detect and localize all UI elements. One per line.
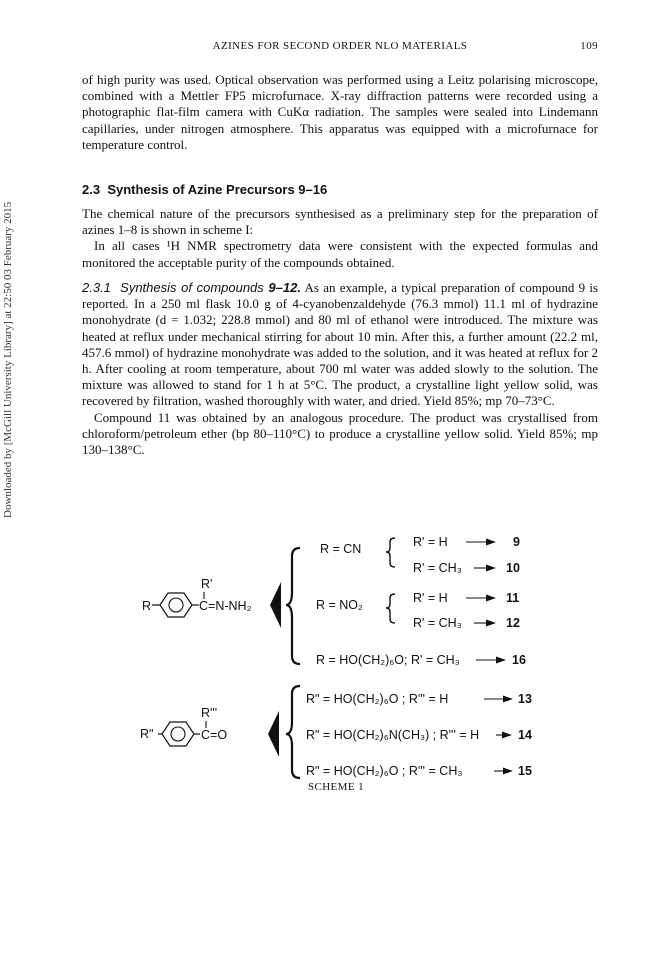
hydrazone-structure [142,577,281,628]
arrowhead-icon [270,582,281,628]
arrow-icon [486,539,496,546]
running-title: AZINES FOR SECOND ORDER NLO MATERIALS [212,40,468,52]
arrow-icon [486,620,496,627]
compound-16: 16 [512,653,526,667]
compound-13: 13 [518,692,532,706]
section-title: Synthesis of Azine Precursors 9–16 [107,182,328,197]
download-watermark: Downloaded by [McGill University Library] at 22:50 03 February 2015 [2,201,14,519]
page-number: 109 [580,40,598,52]
arrow-icon [503,696,513,703]
compound-11: 11 [506,591,520,605]
label-k1: R" = HO(CH₂)₆O ; R''' = H [306,692,449,706]
paragraph-text: Compound 11 was obtained by an analogous procedure. The product was crystallised from chloroform/petroleum ether (bp 80–110°C) to produce a crystalline yellow solid. Yield 85%; mp 130–138°C. [82,409,598,458]
paragraph-text: As an example, a typical preparation of compound 9 is reported. In a 250 ml flask 10.0 g of 4-cyanobenzaldehyde (76.3 mmol) 11.1 ml of hydrazine monohydrate (d = 1.032; 228.8 mmol) and 80 ml of ethanol were introduced. The mixture was heated at reflux under mechanical stirring for about 10 min. After this, a further amount (22.2 ml, 457.6 mmol) of hydrazine monohydrate was added to the solution, and it was heated at reflux for 2 h. After cooling at room temperature, about 700 ml water was added slowly to the solution. The mixture was allowed to stand for 1 h at 5°C. The product, a crystalline light yellow solid, was recovered by filtration, washed thoroughly with water, and dried. Yield 85%; mp 70–73°C. [82,280,598,409]
hydrazone-rprime-label: R' [201,577,213,591]
hydrazone-group: C=N-NH₂ [199,599,252,613]
ketone-rtriple-label: R''' [201,706,218,720]
compound-12: 12 [506,616,520,630]
section-number: 2.3 [82,182,101,197]
paragraph-text: The chemical nature of the precursors synthesised as a preliminary step for the preparation of azines 1–8 is shown in scheme I: [82,206,598,238]
label-k2: R" = HO(CH₂)₆N(CH₃) ; R''' = H [306,728,480,742]
ketone-r-label: R" [140,727,154,741]
label-r-no2: R = NO₂ [316,598,363,612]
arrow-icon [486,595,496,602]
arrow-icon [496,657,506,664]
hydrazone-r-label: R [142,599,152,613]
benzene-ring-icon [162,722,194,746]
subsection-number: 2.3.1 [82,280,111,295]
label-no2-h: R' = H [413,591,448,605]
arrow-icon [486,565,496,572]
arrow-icon [502,732,512,739]
ketone-structure [140,706,279,757]
arrow-icon [503,768,513,775]
compound-15: 15 [518,764,532,778]
subsection-title: Synthesis of compounds [120,280,264,295]
paragraph-text: In all cases ¹H NMR spectrometry data were consistent with the expected formulas and monitored the acceptable purity of the compounds obtained. [82,238,598,270]
arrowhead-icon [268,711,279,757]
label-r-cn: R = CN [320,542,362,556]
group-brace [286,548,300,664]
subsection-compounds: 9–12. [268,280,301,295]
label-cn-h: R' = H [413,535,448,549]
label-r-hex: R = HO(CH₂)₆O; R' = CH₃ [316,653,460,667]
compound-14: 14 [518,728,532,742]
paragraph-text: of high purity was used. Optical observation was performed using a Leitz polarising microscope, combined with a Mettler FP5 microfurnace. X-ray diffraction patterns were recorded using a photographic flat-film camera with CuKα radiation. The samples were sealed into Lindemann capillaries, under nitrogen atmosphere. This apparatus was equipped with a microfurnace for temperature control. [82,72,598,152]
label-no2-me: R' = CH₃ [413,616,462,630]
compound-9: 9 [513,535,520,549]
group-brace [286,686,300,778]
label-k3: R" = HO(CH₂)₆O ; R''' = CH₃ [306,764,463,778]
benzene-ring-icon [160,593,192,617]
compound-10: 10 [506,561,520,575]
scheme-caption: SCHEME 1 [307,781,365,793]
label-cn-me: R' = CH₃ [413,561,462,575]
ketone-group: C=O [201,728,228,742]
